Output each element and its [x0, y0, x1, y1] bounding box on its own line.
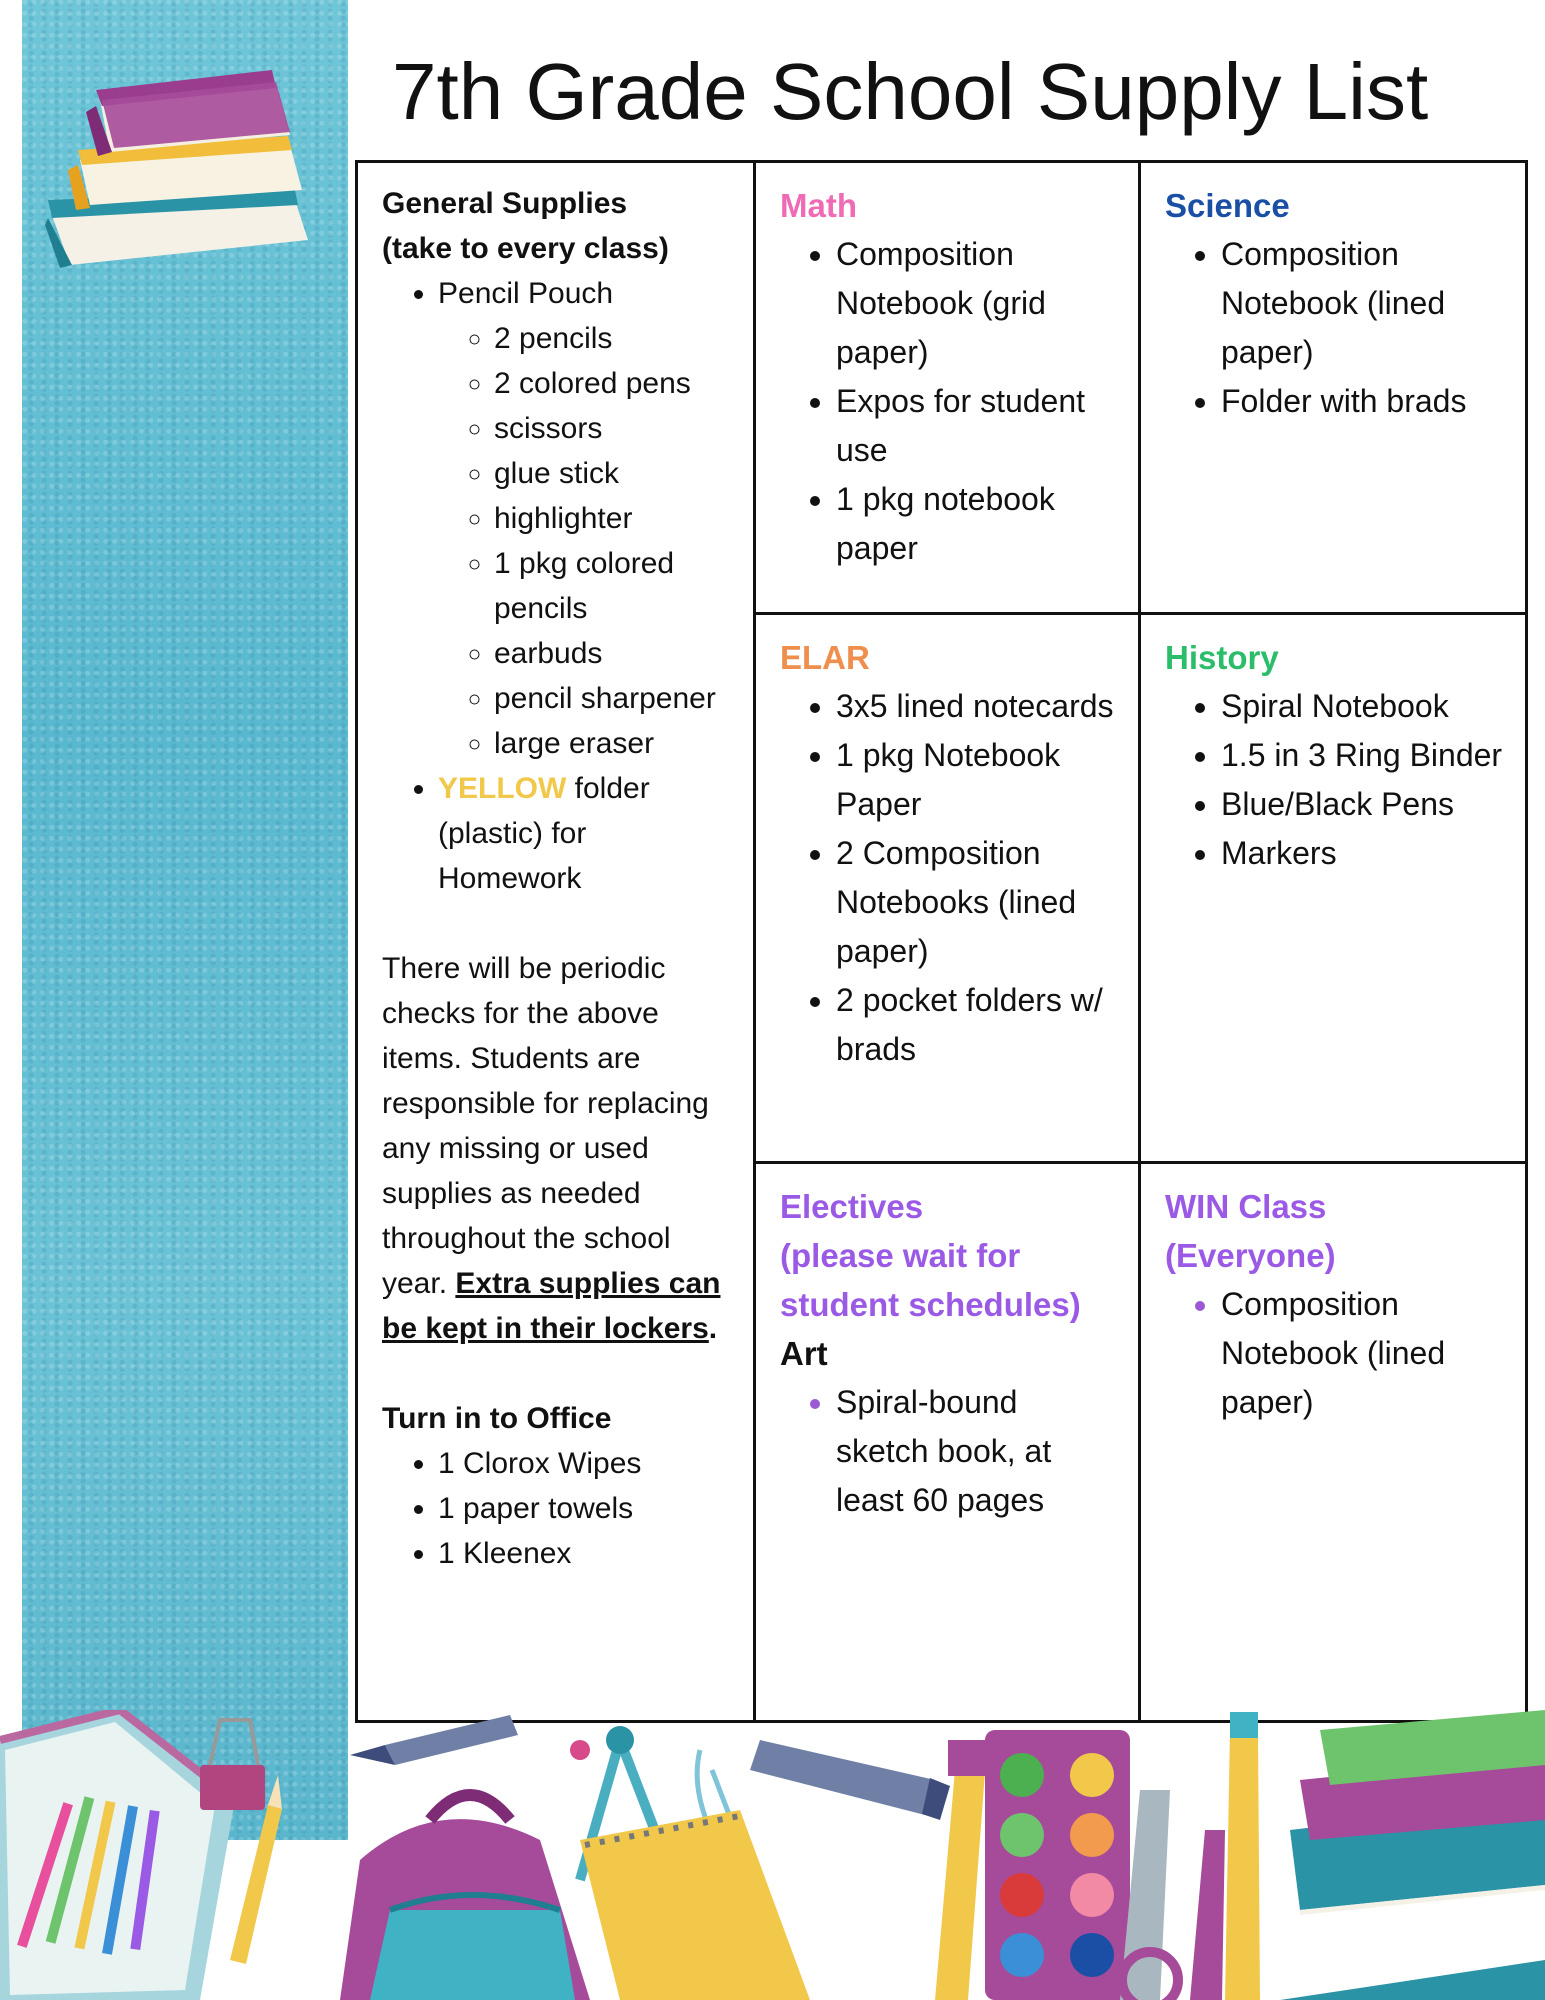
- win-list: [1165, 1280, 1503, 1427]
- electives-heading: Electives (please wait for student schedules): [780, 1188, 1081, 1323]
- stack-of-books-bottom-icon: [1280, 1710, 1545, 2000]
- history-cell: [1140, 614, 1527, 1163]
- math-heading: Math: [780, 187, 857, 224]
- list-item: • Markers: [1221, 829, 1503, 878]
- list-item: • 1 Kleenex: [438, 1531, 731, 1576]
- watercolor-palette-icon: [985, 1730, 1130, 2000]
- science-heading: Science: [1165, 187, 1290, 224]
- pencil-pouch-list: [438, 316, 731, 766]
- list-item: ◦ 2 colored pens: [494, 361, 731, 406]
- math-list: [780, 230, 1116, 573]
- list-item: • 3x5 lined notecards: [836, 682, 1116, 731]
- list-item: • 1 Clorox Wipes: [438, 1441, 731, 1486]
- list-item: • 1 paper towels: [438, 1486, 731, 1531]
- school-supplies-border: [0, 1710, 1545, 2000]
- list-item: • 2 pocket folders w/ brads: [836, 976, 1116, 1074]
- list-item: ◦ pencil sharpener: [494, 676, 731, 721]
- list-item: • 1.5 in 3 Ring Binder: [1221, 731, 1503, 780]
- list-item: • Folder with brads: [1221, 377, 1503, 426]
- pencil-case-icon: [0, 1710, 235, 2000]
- yellow-notebook-icon: [580, 1810, 810, 2000]
- elar-heading: ELAR: [780, 639, 870, 676]
- list-item: ◦ 1 pkg colored pencils: [494, 541, 731, 631]
- list-item: • Expos for student use: [836, 377, 1116, 475]
- stack-of-books-icon: [40, 40, 360, 270]
- general-supplies-cell: [357, 162, 755, 1722]
- science-list: [1165, 230, 1503, 426]
- art-list: [780, 1378, 1116, 1525]
- elar-list: [780, 682, 1116, 1074]
- list-item: • Blue/Black Pens: [1221, 780, 1503, 829]
- list-item: • Spiral Notebook: [1221, 682, 1503, 731]
- list-item: • Composition Notebook (grid paper): [836, 230, 1116, 377]
- general-note: There will be periodic checks for the above items. Students are responsible for replacing any missing or used supplies as needed throughout the school year. Extra supplies can be kept in their lockers.: [382, 952, 721, 1345]
- office-heading: Turn in to Office: [382, 1402, 612, 1435]
- list-item: • 2 Composition Notebooks (lined paper): [836, 829, 1116, 976]
- supply-table: [355, 160, 1528, 1723]
- watercolor-background-strip: [22, 0, 348, 1840]
- list-item: ◦ highlighter: [494, 496, 731, 541]
- yellow-highlight: YELLOW: [438, 772, 567, 805]
- list-item: ◦ earbuds: [494, 631, 731, 676]
- list-item: ◦ glue stick: [494, 451, 731, 496]
- list-item: ◦ large eraser: [494, 721, 731, 766]
- list-item: ◦ 2 pencils: [494, 316, 731, 361]
- list-item: • 1 pkg notebook paper: [836, 475, 1116, 573]
- science-cell: [1140, 162, 1527, 614]
- art-heading: Art: [780, 1335, 828, 1372]
- page-title: 7th Grade School Supply List: [392, 47, 1429, 136]
- list-item: • Composition Notebook (lined paper): [1221, 1280, 1503, 1427]
- list-item: ◦ scissors: [494, 406, 731, 451]
- list-item: • 1 pkg Notebook Paper: [836, 731, 1116, 829]
- general-heading: General Supplies (take to every class): [382, 187, 669, 265]
- list-item: • YELLOW folder (plastic) for Homework: [438, 766, 731, 901]
- list-item: • Spiral-bound sketch book, at least 60 pages: [836, 1378, 1116, 1525]
- note-emphasis: Extra supplies can be kept in their lockers: [382, 1267, 721, 1345]
- elar-cell: [755, 614, 1140, 1163]
- list-item: • Pencil Pouch ◦ 2 pencils ◦ 2 colored pens ◦ scissors ◦ glue stick ◦ highlighter ◦ 1 pkg colored pencils ◦ earbuds ◦ pencil sharpener ◦ large eraser: [438, 271, 731, 766]
- general-list: [382, 271, 731, 901]
- history-list: [1165, 682, 1503, 878]
- history-heading: History: [1165, 639, 1279, 676]
- win-class-cell: [1140, 1163, 1527, 1722]
- electives-cell: [755, 1163, 1140, 1722]
- list-item: • Composition Notebook (lined paper): [1221, 230, 1503, 377]
- math-cell: [755, 162, 1140, 614]
- backpack-icon: [340, 1795, 590, 2000]
- win-heading: WIN Class (Everyone): [1165, 1188, 1336, 1274]
- office-list: [382, 1441, 731, 1576]
